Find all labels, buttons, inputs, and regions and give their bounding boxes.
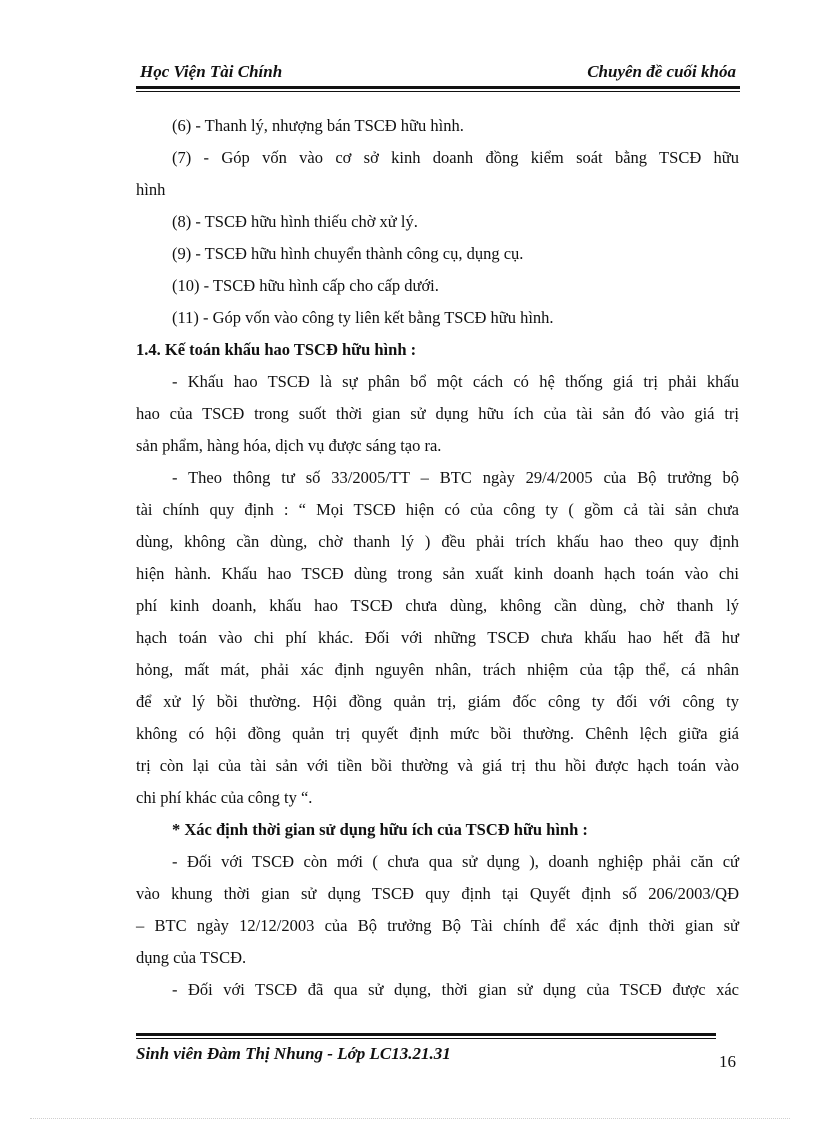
paragraph-line: - Theo thông tư số 33/2005/TT – BTC ngày 29/4/2005 của Bộ trưởng bộ (172, 468, 739, 487)
paragraph-line: sản phẩm, hàng hóa, dịch vụ được sáng tạo ra. (136, 436, 442, 455)
page-bottom-border (30, 1118, 790, 1119)
paragraph-line: hiện hành. Khấu hao TSCĐ dùng trong sản xuất kinh doanh hạch toán vào chi (136, 564, 739, 583)
paragraph-line: dùng, không cần dùng, chờ thanh lý ) đều phải trích khấu hao theo quy định (136, 532, 739, 551)
footer-rule-thick (136, 1033, 716, 1036)
list-item-9: (9) - TSCĐ hữu hình chuyển thành công cụ, dụng cụ. (172, 244, 524, 263)
page-header (136, 60, 740, 86)
paragraph-line: - Đối với TSCĐ đã qua sử dụng, thời gian sử dụng của TSCĐ được xác (172, 980, 739, 999)
page-number: 16 (719, 1052, 736, 1071)
paragraph-line: không có hội đồng quản trị quyết định mức bồi thường. Chênh lệch giữa giá (136, 724, 739, 743)
paragraph-line: hạch toán vào chi phí khác. Đối với những TSCĐ chưa khấu hao hết đã hư (136, 628, 739, 647)
paragraph-line: tài chính quy định : “ Mọi TSCĐ hiện có của công ty ( gồm cả tài sản chưa (136, 500, 739, 519)
paragraph-line: - Khấu hao TSCĐ là sự phân bổ một cách có hệ thống giá trị phải khấu (172, 372, 739, 391)
list-item-11: (11) - Góp vốn vào công ty liên kết bằng TSCĐ hữu hình. (172, 308, 554, 327)
paragraph-line: hỏng, mất mát, phải xác định nguyên nhân, trách nhiệm của tập thể, cá nhân (136, 660, 739, 679)
list-item-8: (8) - TSCĐ hữu hình thiếu chờ xử lý. (172, 212, 418, 231)
paragraph-line: hao của TSCĐ trong suốt thời gian sử dụng hữu ích của tài sản đó vào giá trị (136, 404, 739, 423)
subsection-heading: * Xác định thời gian sử dụng hữu ích của TSCĐ hữu hình : (172, 820, 588, 839)
list-item-7: (7) - Góp vốn vào cơ sở kinh doanh đồng kiểm soát bằng TSCĐ hữu (172, 148, 739, 167)
list-item-6: (6) - Thanh lý, nhượng bán TSCĐ hữu hình. (172, 116, 464, 135)
paragraph-line: để xử lý bồi thường. Hội đồng quản trị, giám đốc công ty đối với công ty (136, 692, 739, 711)
list-item-7-continued: hình (136, 180, 166, 199)
paragraph-line: chi phí khác của công ty “. (136, 788, 313, 807)
footer-student-info: Sinh viên Đàm Thị Nhung - Lớp LC13.21.31 (136, 1044, 451, 1063)
list-item-10: (10) - TSCĐ hữu hình cấp cho cấp dưới. (172, 276, 439, 295)
footer-rule-thin (136, 1038, 716, 1039)
paragraph-line: dụng của TSCĐ. (136, 948, 247, 967)
paragraph-line: - Đối với TSCĐ còn mới ( chưa qua sử dụng ), doanh nghiệp phải căn cứ (172, 852, 739, 871)
paragraph-line: vào khung thời gian sử dụng TSCĐ quy định tại Quyết định số 206/2003/QĐ (136, 884, 739, 903)
header-rule-thin (136, 91, 740, 92)
paragraph-line: phí kinh doanh, khấu hao TSCĐ chưa dùng, không cần dùng, chờ thanh lý (136, 596, 739, 615)
header-rule-thick (136, 86, 740, 89)
paragraph-line: – BTC ngày 12/12/2003 của Bộ trưởng Bộ Tài chính để xác định thời gian sử (136, 916, 739, 935)
header-report-title: Chuyên đề cuối khóa (587, 62, 736, 81)
header-institution: Học Viện Tài Chính (140, 62, 283, 81)
section-heading: 1.4. Kế toán khấu hao TSCĐ hữu hình : (136, 340, 417, 359)
paragraph-line: trị còn lại của tài sản với tiền bồi thường và giá trị thu hồi được hạch toán vào (136, 756, 739, 775)
